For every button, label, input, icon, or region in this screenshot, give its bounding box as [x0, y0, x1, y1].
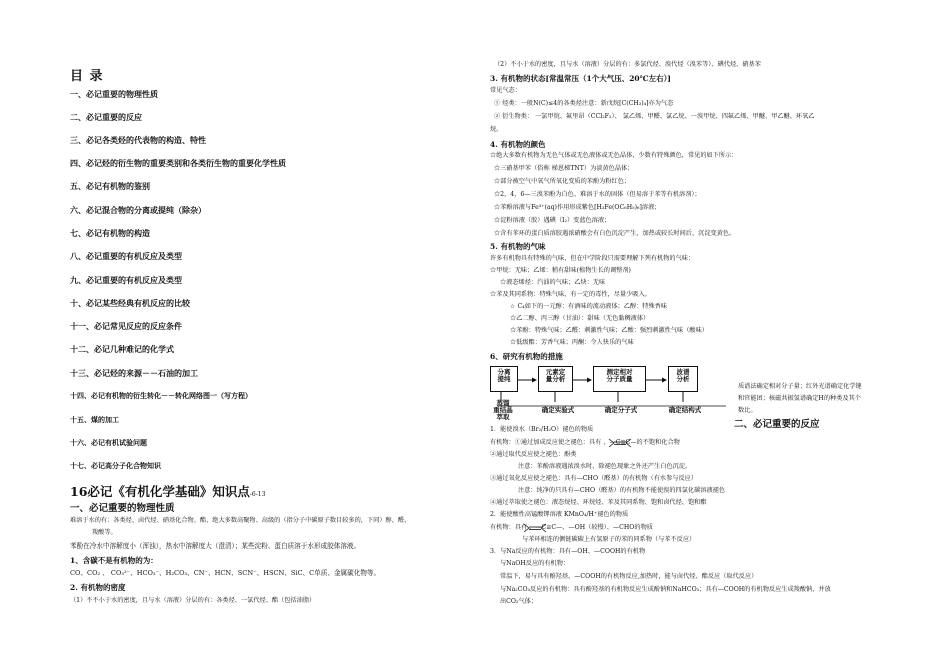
paragraph: 常见气态：: [490, 87, 521, 94]
paragraph: 难溶于水的有：各类烃、卤代烃、硝基化合物、酯、绝大多数高聚物、高级的（指分子中碳原子数目较多的，下同）醇、醛、: [70, 517, 411, 524]
toc-item: 八、必记重要的有机反应及类型: [70, 251, 182, 261]
toc-item: 十七、必记高分子化合物知识: [70, 461, 161, 470]
toc-item: 六、必记混合物的分离或提纯（除杂）: [70, 205, 206, 215]
toc-item: 十六、必记有机试验问题: [70, 438, 147, 447]
heading-color: 4. 有机物的颜色: [490, 140, 546, 149]
toc-item: 十二、必记几种难记的化学式: [70, 344, 174, 354]
flow-note: 质谱法确定相对分子量；红外光谱确定化学键: [738, 383, 862, 390]
flow-box-separation: 分离 提纯: [490, 366, 518, 392]
flow-label-molecular: 确定分子式: [604, 406, 638, 414]
paragraph: 许多有机物具有特殊的气味，但在中学阶段只需要理解下列有机物的气味：: [490, 255, 695, 262]
flow-box-molecular-mass: 测定相对 分子质量: [593, 366, 646, 392]
paragraph: 有机物：①通过加成反应使之褪色：具有 、—C≡C—的不饱和化合物: [490, 439, 680, 446]
paragraph: 注意：纯净的只具有—CHO（醛基）的有机物不能使溴的四氯化碳溶液褪色: [518, 487, 726, 494]
paragraph: ③通过氧化反应使之褪色：具有—CHO（醛基）的有机物（有水参与反应）: [490, 475, 698, 482]
flow-note: 数比。: [738, 407, 757, 414]
flow-label-methods: 蒸馏 重结晶 萃取: [493, 399, 513, 422]
paragraph: ☆苯酚溶液与Fe³⁺(aq)作用形成紫色[H₃Fe(OC₆H₅)₆]溶液；: [494, 204, 661, 211]
paragraph: 有机物：具有 、—C≡C—、—OH（较慢）、—CHO的物质: [490, 524, 653, 531]
paragraph: ☆绝大多数有机物为无色气体或无色液体或无色晶体，少数有特殊颜色，常见的如下所示：: [490, 152, 738, 159]
paragraph: ☆含有苯环的蛋白质溶胶遇浓硝酸会有白色沉淀产生，加热或较长时间后，沉淀变黄色。: [494, 230, 736, 237]
toc-item: 三、必记各类烃的代表物的构造、特性: [70, 135, 206, 145]
paragraph: ☆低级酯：芳香气味；丙酮：令人快乐的气味: [510, 339, 634, 346]
heading-physical-properties: 一、必记重要的物理性质: [70, 503, 175, 514]
paragraph: ☆甲烷：无味；乙烯：稍有甜味(植物生长的调整剂): [490, 267, 631, 274]
paragraph: ☆液态烯烃：汽油的气味；乙炔：无味: [500, 279, 606, 286]
paragraph: 烷。: [490, 126, 503, 133]
paragraph: ☆苯及其同系物：特殊气味，有一定的毒性，尽量少吸入。: [490, 291, 651, 298]
heading-reactions: 二、必记重要的反应: [734, 419, 820, 430]
heading-methods: 6、研究有机物的措施: [490, 352, 563, 361]
subheading: 2. 有机物的密度: [70, 583, 126, 592]
toc-item: 五、必记有机物的鉴别: [70, 181, 150, 191]
paragraph: 常温下，易与具有酚羟基、—COOH的有机物反应,加热时，能与卤代烃、酯反应（取代反应）: [500, 573, 758, 580]
toc-item: 四、必记烃的衍生物的重要类别和各类衍生物的重要化学性质: [70, 158, 286, 168]
double-bond-icon: [488, 0, 888, 672]
paragraph: 1．能使溴水（Br₂/H₂O）褪色的物质: [490, 426, 594, 433]
paragraph: 与苯环相连的侧链碳碳上有氢原子的苯的同系物（与苯不反应）: [522, 536, 696, 543]
flow-note: 和官能团；核磁共振氢谱确定H的种类及其个: [738, 395, 861, 402]
paragraph: ☆乙二醇、丙三醇（甘油）：甜味（无色黏稠液体）: [510, 315, 650, 322]
paragraph: 苯酚在冷水中溶解度小（浑浊），热水中溶解度大（澄清）；某些淀粉、蛋白质溶于水形成胶体溶液。: [70, 542, 361, 550]
toc-item: 七、必记有机物的构造: [70, 228, 150, 238]
toc-item: 一、必记重要的物理性质: [70, 89, 158, 99]
paragraph: ② 衍生物类： 一氯甲烷、氟里昂（CCl₂F₂）、 氯乙烯、甲醛、氯乙烷、一溴甲烷、四氟乙烯、甲醚、甲乙醚、环氧乙: [494, 113, 815, 120]
toc-title: 目 录: [70, 69, 104, 84]
paragraph: CO、CO₂ 、 CO₃²⁻、HCO₃⁻、H₂CO₃、CN⁻、HCN、SCN⁻、HSCN、SiC、C单质、金属碳化物等。: [70, 569, 381, 577]
toc-item: 十一、必记常见反应的反应条件: [70, 321, 182, 331]
paragraph: ☆三硝基甲苯（俗称 梯恩梯TNT）为淡黄色晶体；: [494, 165, 634, 172]
paragraph: （2）不小于水的密度，且与水（溶液）分层的有：多氯代烃、溴代烃（溴苯等）、碘代烃、硝基苯: [494, 61, 761, 68]
paragraph: ☆淀粉溶液（胶）遇碘（I₂）变蓝色溶液；: [494, 217, 611, 224]
paragraph: ① 烃类：一般N(C)≤4的各类烃注意：新戊烷[C(CH₃)₄]亦为气态: [494, 100, 674, 107]
paragraph: 出CO₂气体；: [500, 598, 538, 605]
toc-item: 十、必记某些经典有机反应的比较: [70, 298, 190, 308]
paragraph: ☆ C₄如下的一元醇：有酒味的流动液体；乙醇：特殊香味: [510, 303, 668, 310]
paragraph: ☆2，4，6—三溴苯酚为白色、难溶于水的固体（但易溶于苯等有机溶剂）；: [494, 191, 701, 198]
paragraph: 注意：苯酚溶液遇浓溴水时，除褪色现象之外还产生白色沉淀。: [518, 463, 692, 470]
paragraph: 与NaOH反应的有机物：: [500, 560, 570, 567]
flow-box-spectroscopy: 波谱 分析: [668, 366, 698, 392]
heading-state: 3. 有机物的状态[常温常压（1个大气压、20℃左右）]: [490, 74, 671, 83]
toc-item: 十五、煤的加工: [70, 415, 119, 424]
toc-item: 二、必记重要的反应: [70, 112, 142, 122]
toc-item: 十三、必记烃的来源－－石油的加工: [70, 368, 198, 378]
section-title: 16必记《有机化学基础》知识点-6-13: [70, 484, 266, 499]
paragraph: 与Na₂CO₃反应的有机物：具有酚羟基的有机物反应生成酚钠和NaHCO₃；具有—COOH的有机物反应生成羧酸钠，并放: [500, 586, 831, 593]
flow-box-element-analysis: 元素定 量分析: [538, 366, 573, 392]
paragraph: 3．与Na反应的有机物：具有—OH、—COOH的有机物: [490, 548, 646, 555]
flow-label-empirical: 确定实验式: [541, 406, 575, 414]
toc-item: 十四、必记有机物的衍生转化－－转化网络图一（写方程）: [70, 391, 252, 400]
paragraph: 羧酸等。: [92, 529, 117, 536]
subheading: 1、含碳不是有机物的为：: [70, 556, 158, 565]
paragraph: ④通过萃取使之褪色：液态烷烃、环烷烃、苯及其同系物、饱和卤代烃、饱和酯: [490, 499, 707, 506]
paragraph: 2．能使酸性高锰酸钾溶液 KMnO₄/H⁺褪色的物质: [490, 511, 629, 518]
paragraph: ☆苯酚：特殊气味；乙醛：刺激性气味；乙酸：强烈刺激性气味（酸味）: [510, 327, 708, 334]
toc-item: 九、必记重要的有机反应及类型: [70, 275, 182, 285]
flow-label-structural: 确定结构式: [668, 406, 702, 414]
paragraph: ②通过取代反应使之褪色：酚类: [490, 451, 577, 458]
paragraph: （1）不不小于水的密度，且与水（溶液）分层的有：各类烃、一氯代烃、酯（包括油脂）: [70, 597, 316, 604]
heading-odor: 5. 有机物的气味: [490, 242, 546, 251]
paragraph: ☆部分被空气中氧气所氧化变质的苯酚为粉红色；: [494, 178, 631, 185]
